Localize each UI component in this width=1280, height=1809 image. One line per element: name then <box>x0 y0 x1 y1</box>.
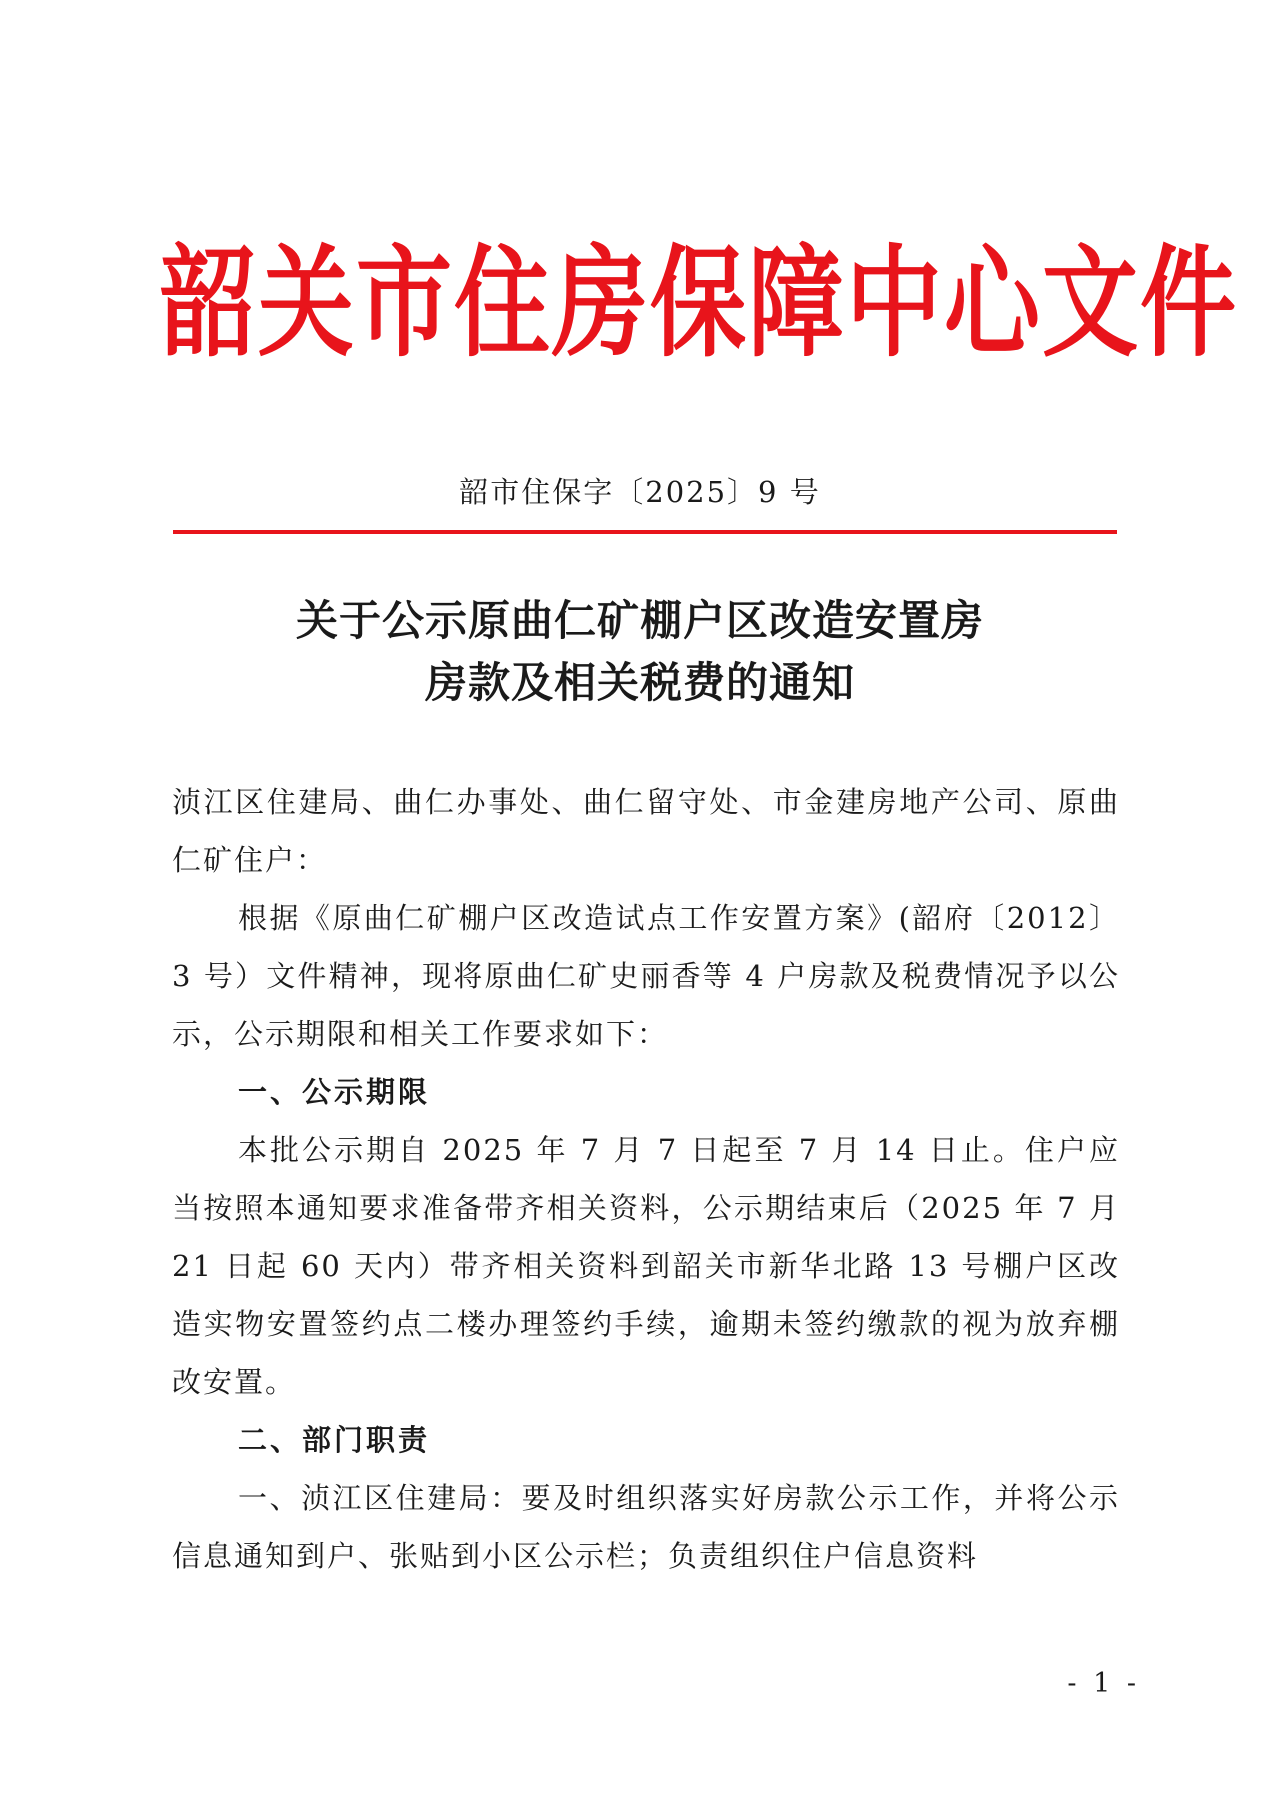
intro-paragraph: 根据《原曲仁矿棚户区改造试点工作安置方案》(韶府〔2012〕3 号）文件精神，现将原曲仁矿史丽香等 4 户房款及税费情况予以公示，公示期限和相关工作要求如下： <box>172 901 1120 1051</box>
department-duties-paragraph: 一、浈江区住建局：要及时组织落实好房款公示工作，并将公示信息通知到户、张贴到小区公示栏；负责组织住户信息资料 <box>172 1481 1120 1573</box>
red-divider-line <box>173 530 1117 534</box>
notice-title-line-2: 房款及相关税费的通知 <box>424 658 855 707</box>
recipients: 浈江区住建局、曲仁办事处、曲仁留守处、市金建房地产公司、原曲仁矿住户： <box>172 785 1120 877</box>
publicity-period-paragraph: 本批公示期自 2025 年 7 月 7 日起至 7 月 14 日止。住户应当按照本通知要求准备带齐相关资料，公示期结束后（2025 年 7 月 21 日起 60 天内）带齐相关资料到韶关市新华北路 13 号棚户区改造实物安置签约点二楼办理签约手续，逾期未签约缴款的视为放弃棚改安置。 <box>172 1133 1120 1399</box>
notice-title-line-1: 关于公示原曲仁矿棚户区改造安置房 <box>295 596 984 645</box>
document-body <box>172 773 1120 1585</box>
page-number: - 1 - <box>1067 1668 1140 1699</box>
notice-title <box>0 590 1280 714</box>
document-number: 韶市住保字〔2025〕9 号 <box>459 475 821 509</box>
section-heading-publicity-period: 一、公示期限 <box>238 1075 431 1109</box>
masthead-title: 韶关市住房保障中心文件 <box>160 231 1238 373</box>
section-heading-department-duties: 二、部门职责 <box>238 1423 431 1457</box>
